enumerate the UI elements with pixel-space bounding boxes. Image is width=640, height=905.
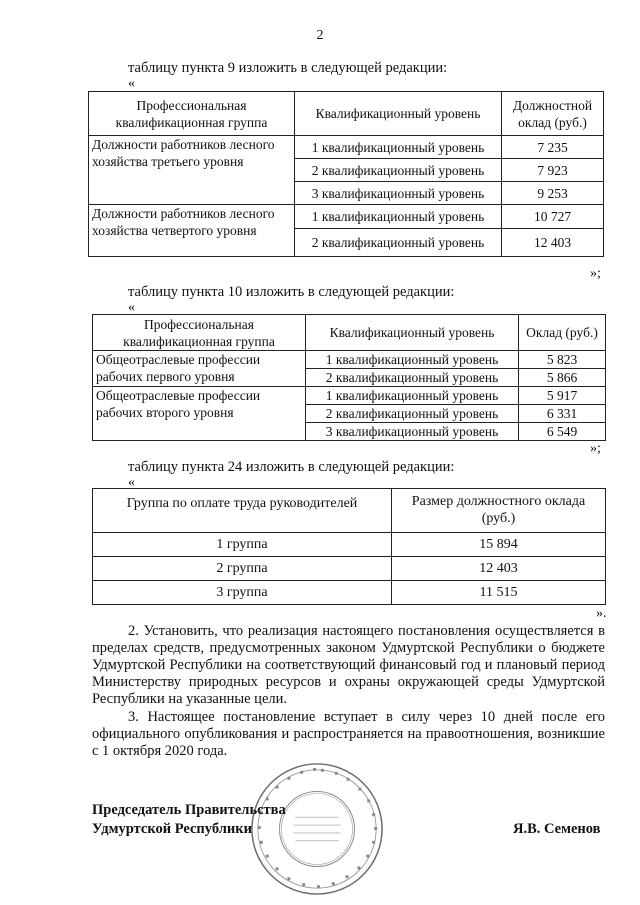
t1-group-name: Должности работников лесного хозяйства четвертого уровня (89, 205, 295, 257)
t2-group-name: Общеотраслевые профессии рабочих второго уровня (93, 387, 306, 441)
table2-close-quote: »; (590, 441, 601, 456)
paragraph-3: 3. Настоящее постановление вступает в силу через 10 дней после его официального опубликования и распространяется на правоотношения, возникшие с 1 октября 2020 года. (92, 709, 605, 759)
t2-header-level: Квалификационный уровень (306, 315, 519, 351)
t1-salary: 10 727 (502, 205, 604, 229)
t1-salary: 12 403 (502, 229, 604, 257)
t3-header-salary: Размер должностного оклада (руб.) (392, 489, 606, 533)
t2-salary: 5 823 (519, 351, 606, 369)
table3-intro: таблицу пункта 24 изложить в следующей редакции: (128, 459, 455, 475)
t2-level: 2 квалификационный уровень (306, 405, 519, 423)
table-item-9 (88, 91, 604, 257)
t2-level: 2 квалификационный уровень (306, 369, 519, 387)
t1-level: 1 квалификационный уровень (295, 136, 502, 159)
t2-salary: 6 331 (519, 405, 606, 423)
t2-salary: 5 917 (519, 387, 606, 405)
table2-open-quote: « (128, 300, 135, 315)
t1-header-level: Квалификационный уровень (295, 92, 502, 136)
t3-salary: 15 894 (392, 533, 606, 557)
t1-header-salary: Должностной оклад (руб.) (502, 92, 604, 136)
t1-level: 3 квалификационный уровень (295, 182, 502, 205)
t3-salary: 12 403 (392, 557, 606, 581)
t2-salary: 5 866 (519, 369, 606, 387)
t2-level: 1 квалификационный уровень (306, 351, 519, 369)
t2-level: 1 квалификационный уровень (306, 387, 519, 405)
paragraph-2: 2. Установить, что реализация настоящего постановления осуществляется в пределах средств, предусмотренных законом Удмуртской Республики о бюджете Удмуртской Республики на соответствующий финансовый год и плановый период Министерству природных ресурсов и охраны окружающей среды Удмуртской Республики на указанные цели. (92, 623, 605, 707)
t3-group: 2 группа (93, 557, 392, 581)
table2-intro: таблицу пункта 10 изложить в следующей редакции: (128, 284, 455, 300)
t1-level: 2 квалификационный уровень (295, 229, 502, 257)
signature-name: Я.В. Семенов (513, 821, 601, 837)
table3-open-quote: « (128, 475, 135, 490)
t1-header-group: Профессиональная квалификационная группа (89, 92, 295, 136)
t3-group: 1 группа (93, 533, 392, 557)
table1-open-quote: « (128, 76, 135, 91)
signature-title-line1: Председатель Правительства (92, 802, 286, 818)
t3-header-group: Группа по оплате труда руководителей (93, 489, 392, 533)
t3-group: 3 группа (93, 581, 392, 605)
t2-salary: 6 549 (519, 423, 606, 441)
t2-group-name: Общеотраслевые профессии рабочих первого уровня (93, 351, 306, 387)
table3-close-quote: ». (596, 606, 607, 621)
t2-header-salary: Оклад (руб.) (519, 315, 606, 351)
table-item-24 (92, 488, 606, 605)
table1-close-quote: »; (590, 266, 601, 281)
table-item-10 (92, 314, 606, 441)
t3-salary: 11 515 (392, 581, 606, 605)
signature-title-line2: Удмуртской Республики (92, 821, 252, 837)
t2-header-group: Профессиональная квалификационная группа (93, 315, 306, 351)
t1-salary: 7 235 (502, 136, 604, 159)
t1-group-name: Должности работников лесного хозяйства третьего уровня (89, 136, 295, 205)
t1-level: 1 квалификационный уровень (295, 205, 502, 229)
t1-salary: 9 253 (502, 182, 604, 205)
table1-intro: таблицу пункта 9 изложить в следующей редакции: (128, 60, 448, 76)
t1-salary: 7 923 (502, 159, 604, 182)
page-number: 2 (316, 28, 324, 43)
t2-level: 3 квалификационный уровень (306, 423, 519, 441)
official-seal-stamp (248, 760, 386, 898)
t1-level: 2 квалификационный уровень (295, 159, 502, 182)
